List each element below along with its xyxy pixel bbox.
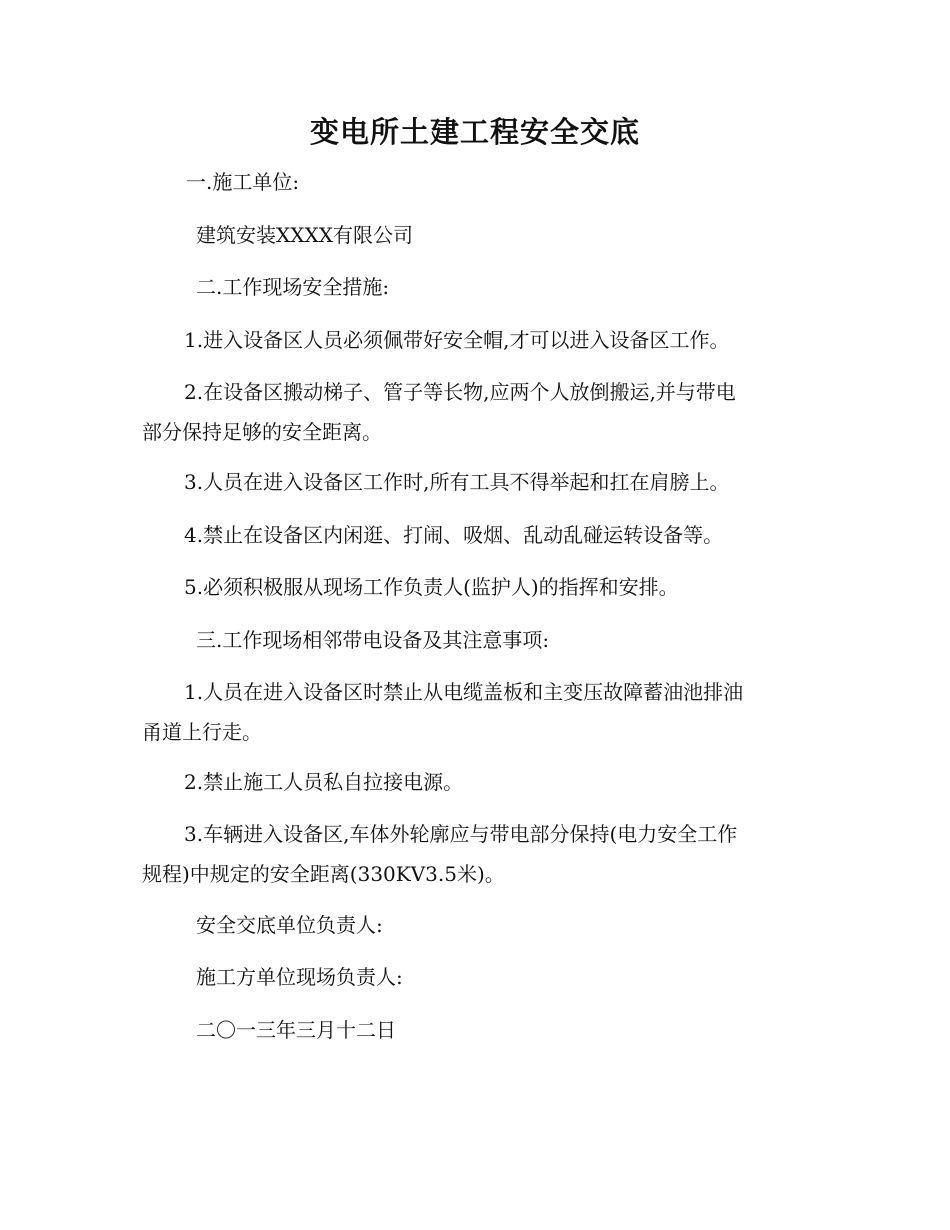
live-equipment-item-1-line-1: 1.人员在进入设备区时禁止从电缆盖板和主变压故障蓄油池排油 [184, 680, 744, 704]
live-equipment-item-3 [142, 814, 802, 894]
section-3-heading: 三.工作现场相邻带电设备及其注意事项: [196, 628, 550, 652]
construction-unit-name: 建筑安装XXXX有限公司 [196, 223, 413, 247]
safety-measure-item-3: 3.人员在进入设备区工作时,所有工具不得举起和扛在肩膀上。 [184, 470, 730, 494]
document-date: 二〇一三年三月十二日 [196, 1018, 396, 1042]
live-equipment-item-1 [142, 672, 802, 752]
section-2-heading: 二.工作现场安全措施: [196, 275, 390, 299]
safety-measure-item-2-line-2: 部分保持足够的安全距离。 [142, 420, 382, 444]
safety-measure-item-2 [142, 372, 802, 452]
document-title: 变电所土建工程安全交底 [309, 115, 640, 149]
live-equipment-item-2: 2.禁止施工人员私自拉接电源。 [184, 770, 464, 794]
live-equipment-item-3-line-1: 3.车辆进入设备区,车体外轮廓应与带电部分保持(电力安全工作 [184, 822, 738, 846]
safety-measure-item-2-line-1: 2.在设备区搬动梯子、管子等长物,应两个人放倒搬运,并与带电 [184, 380, 736, 404]
section-1-heading: 一.施工单位: [186, 170, 300, 194]
safety-measure-item-1: 1.进入设备区人员必须佩带好安全帽,才可以进入设备区工作。 [184, 328, 730, 352]
signature-site-lead: 施工方单位现场负责人: [196, 965, 403, 989]
live-equipment-item-3-line-2: 规程)中规定的安全距离(330KV3.5米)。 [142, 862, 505, 886]
signature-safety-briefing-lead: 安全交底单位负责人: [196, 913, 383, 937]
safety-measure-item-4: 4.禁止在设备区内闲逛、打闹、吸烟、乱动乱碰运转设备等。 [184, 523, 724, 547]
safety-measure-item-5: 5.必须积极服从现场工作负责人(监护人)的指挥和安排。 [184, 575, 679, 599]
live-equipment-item-1-line-2: 甬道上行走。 [142, 720, 262, 744]
